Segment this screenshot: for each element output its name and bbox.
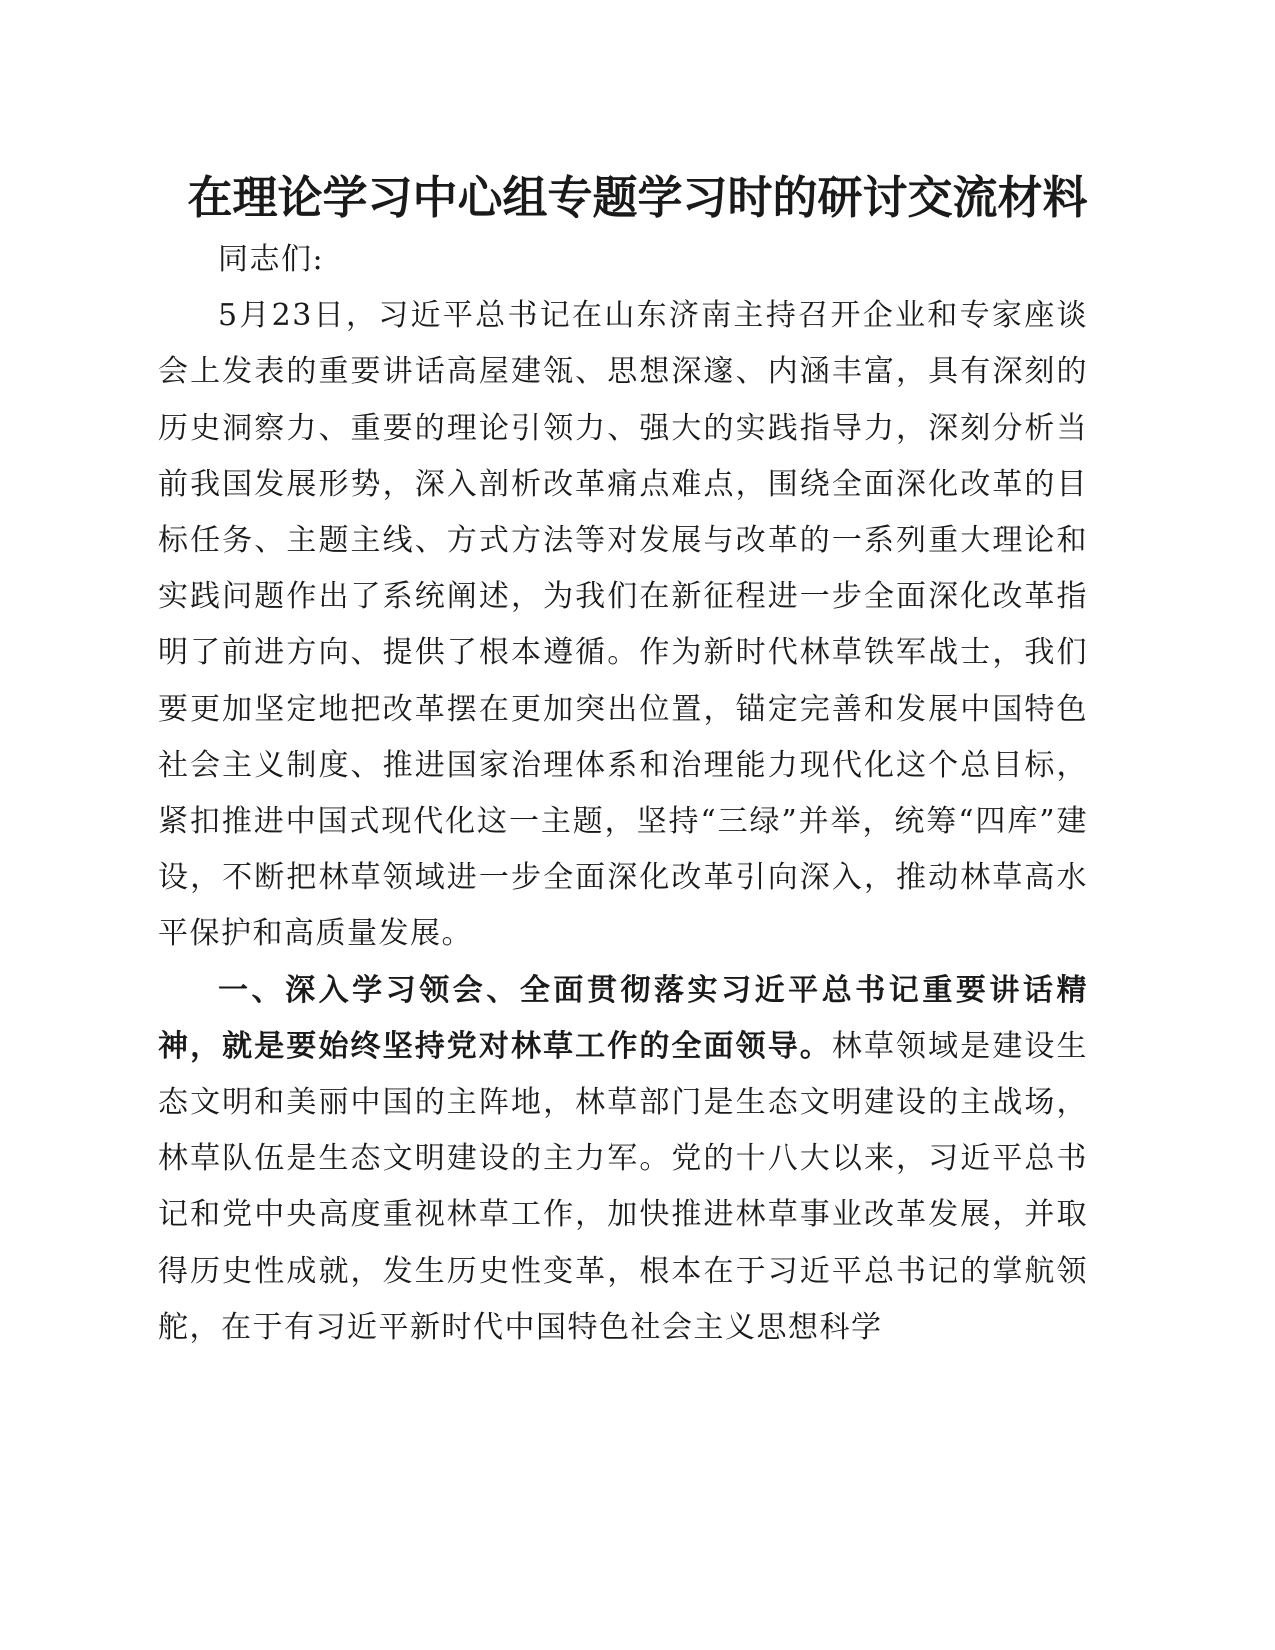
- salutation: 同志们:: [218, 242, 325, 277]
- document-body: [158, 232, 1088, 1356]
- paragraph-intro: 5月23日，习近平总书记在山东济南主持召开企业和专家座谈会上发表的重要讲话高屋建瓴、思想深邃、内涵丰富，具有深刻的历史洞察力、重要的理论引领力、强大的实践指导力，深刻分析当前我国发展形势，深入剖析改革痛点难点，围绕全面深化改革的目标任务、主题主线、方式方法等对发展与改革的一系列重大理论和实践问题作出了系统阐述，为我们在新征程进一步全面深化改革指明了前进方向、提供了根本遵循。作为新时代林草铁军战士，我们要更加坚定地把改革摆在更加突出位置，锚定完善和发展中国特色社会主义制度、推进国家治理体系和治理能力现代化这个总目标，紧扣推进中国式现代化这一主题，坚持“三绿”并举，统筹“四库”建设，不断把林草领域进一步全面深化改革引向深入，推动林草高水平保护和高质量发展。: [158, 298, 1088, 952]
- section-1-heading: 一、深入学习领会、全面贯彻落实习近平总书记重要讲话精神，就是要始终坚持党对林草工作的全面领导。: [158, 972, 1088, 1064]
- document-title: 在理论学习中心组专题学习时的研讨交流材料: [187, 171, 1088, 224]
- paragraph-section-1: [158, 963, 1088, 1356]
- section-1-text: 林草领域是建设生态文明和美丽中国的主阵地，林草部门是生态文明建设的主战场，林草队伍是生态文明建设的主力军。党的十八大以来，习近平总书记和党中央高度重视林草工作，加快推进林草事业改革发展，并取得历史性成就，发生历史性变革，根本在于习近平总书记的掌航领舵，在于有习近平新时代中国特色社会主义思想科学: [158, 1028, 1088, 1345]
